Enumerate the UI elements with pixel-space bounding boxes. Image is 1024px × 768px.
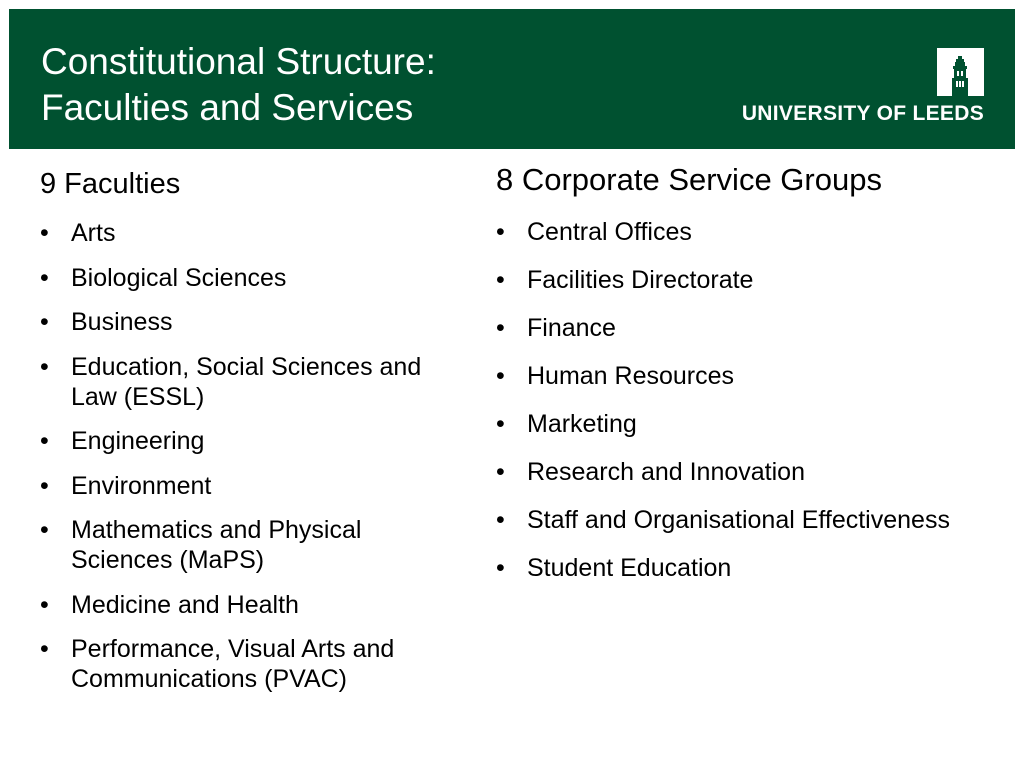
list-item-label: Engineering: [71, 427, 205, 455]
list-item-label: Mathematics and Physical Sciences (MaPS): [71, 516, 362, 574]
bullet-icon: •: [496, 506, 505, 534]
bullet-icon: •: [496, 410, 505, 438]
list-item-label: Education, Social Sciences and Law (ESSL): [71, 352, 422, 411]
list-item-label: Marketing: [527, 410, 637, 438]
list-item: [40, 426, 460, 456]
list-item: [496, 505, 1016, 535]
parkinson-tower-icon: [937, 48, 984, 96]
bullet-icon: •: [40, 352, 49, 381]
slide-title-line-1: Constitutional Structure:: [41, 41, 436, 82]
slide-title: [41, 39, 436, 131]
bullet-icon: •: [40, 263, 49, 292]
list-item: [496, 553, 1016, 583]
faculties-heading: 9 Faculties: [40, 168, 181, 200]
list-item: [40, 515, 460, 575]
list-item-label: Medicine and Health: [71, 590, 299, 619]
slide-title-line-2: Faculties and Services: [41, 87, 414, 128]
list-item: [496, 217, 1016, 247]
list-item-label: Student Education: [527, 554, 732, 582]
header-banner: [9, 9, 1015, 149]
bullet-icon: •: [496, 266, 505, 294]
list-item-label: Staff and Organisational Effectiveness: [527, 506, 950, 534]
bullet-icon: •: [496, 218, 505, 246]
bullet-icon: •: [40, 635, 49, 663]
list-item: [496, 457, 1016, 487]
list-item: [40, 634, 460, 694]
list-item: [496, 265, 1016, 295]
list-item-label: Finance: [527, 314, 616, 342]
list-item: [40, 590, 460, 620]
services-list: [496, 217, 1016, 583]
bullet-icon: •: [40, 471, 49, 500]
list-item-label: Human Resources: [527, 362, 735, 390]
list-item: [496, 313, 1016, 343]
bullet-icon: •: [496, 362, 505, 390]
list-item: [40, 307, 460, 337]
list-item-label: Arts: [71, 219, 116, 247]
list-item-label: Facilities Directorate: [527, 266, 754, 294]
bullet-icon: •: [496, 554, 505, 582]
bullet-icon: •: [40, 516, 49, 544]
bullet-icon: •: [40, 590, 49, 619]
list-item-label: Central Offices: [527, 218, 692, 246]
list-item: [496, 409, 1016, 439]
list-item-label: Environment: [71, 471, 212, 500]
list-item-label: Biological Sciences: [71, 263, 287, 292]
bullet-icon: •: [496, 458, 505, 486]
faculties-list: [40, 218, 460, 694]
list-item: [496, 361, 1016, 391]
list-item-label: Performance, Visual Arts and Communications (PVAC): [71, 635, 395, 693]
list-item-label: Research and Innovation: [527, 458, 805, 486]
bullet-icon: •: [40, 219, 49, 247]
list-item-label: Business: [71, 308, 173, 336]
bullet-icon: •: [40, 427, 49, 455]
services-heading: 8 Corporate Service Groups: [496, 162, 882, 197]
services-column: [496, 160, 1016, 601]
university-logo-text: UNIVERSITY OF LEEDS: [741, 102, 984, 125]
list-item: [40, 218, 460, 248]
list-item: [40, 352, 460, 412]
list-item: [40, 471, 460, 501]
faculties-column: [40, 165, 460, 709]
list-item: [40, 263, 460, 293]
bullet-icon: •: [40, 308, 49, 336]
bullet-icon: •: [496, 314, 505, 342]
